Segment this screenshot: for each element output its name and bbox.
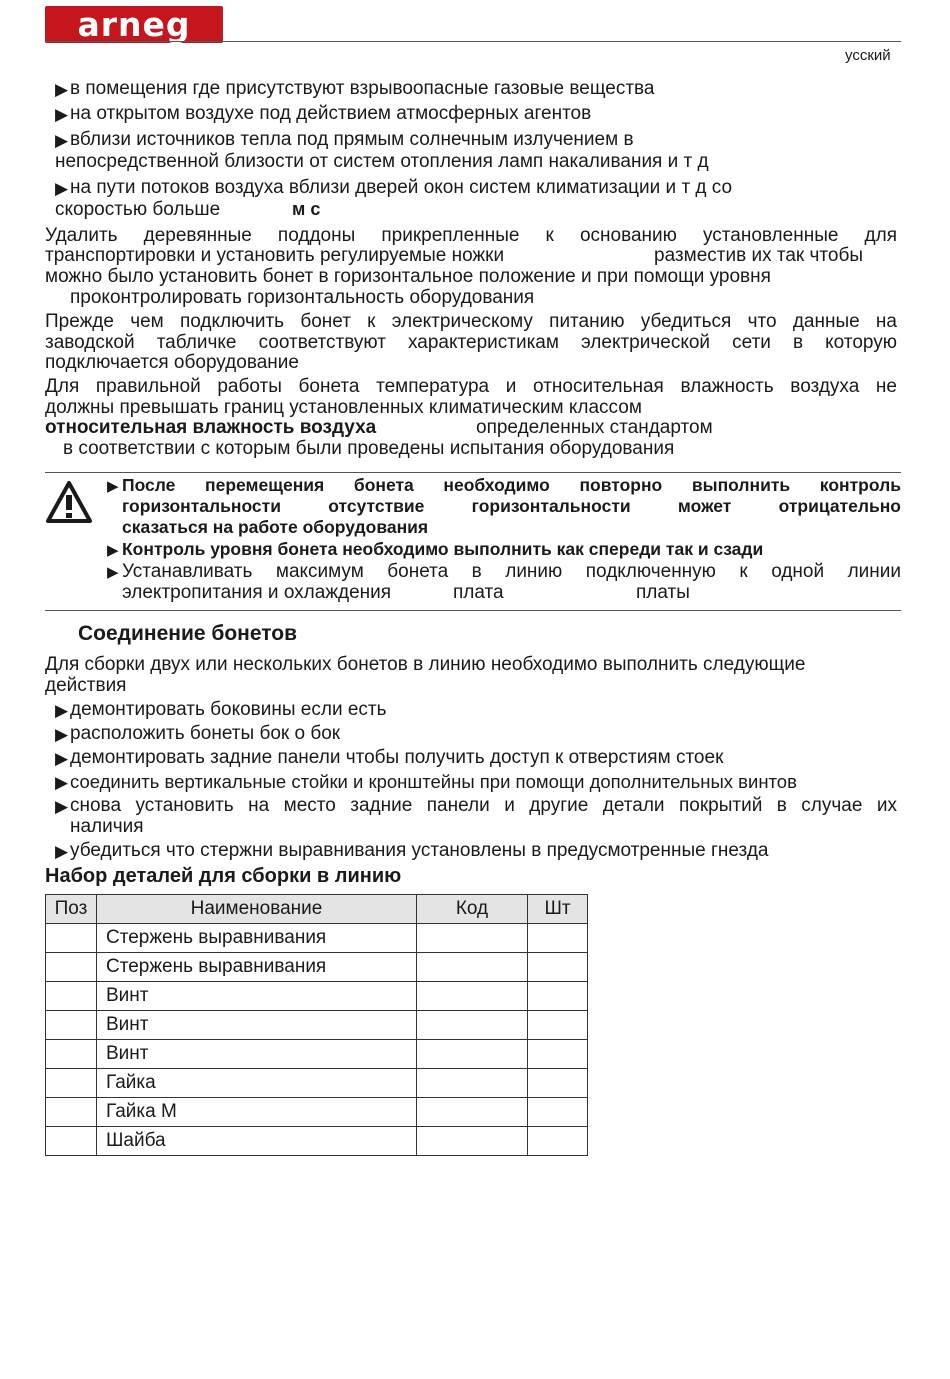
cell-code [417, 1011, 528, 1040]
table-row [46, 1069, 588, 1098]
warning-top-rule [45, 472, 901, 473]
header-rule [45, 41, 901, 42]
cell-name: Винт [97, 1040, 417, 1069]
cell-pos [46, 1069, 97, 1098]
bullet-arrow-icon: ▶ [55, 701, 69, 720]
paragraph-line: в соответствии с которым были проведены испытания оборудования [63, 438, 675, 459]
cell-name: Гайка [97, 1069, 417, 1098]
warning-line: платы [636, 582, 690, 603]
bullet-item: на пути потоков воздуха вблизи дверей окон систем климатизации и т д со [70, 177, 733, 198]
paragraph-line: Удалить деревянные поддоны прикрепленные к основанию установленные для [45, 225, 897, 246]
cell-pos [46, 1127, 97, 1156]
cell-qty [528, 1011, 588, 1040]
bullet-arrow-icon: ▶ [55, 797, 69, 816]
bullet-arrow-icon: ▶ [55, 105, 69, 124]
cell-pos [46, 924, 97, 953]
warning-line: горизонтальности отсутствие горизонтальности может отрицательно [122, 496, 901, 516]
table-row [46, 924, 588, 953]
paragraph-line: должны превышать границ установленных климатическим классом [45, 397, 642, 418]
paragraph-line: заводской табличке соответствуют характеристикам электрической сети в которую [45, 332, 897, 353]
cell-qty [528, 982, 588, 1011]
bullet-arrow-icon: ▶ [55, 842, 69, 861]
table-header-row [46, 895, 588, 924]
warning-line: плата [453, 582, 504, 603]
cell-name: Винт [97, 1011, 417, 1040]
table-row [46, 982, 588, 1011]
cell-qty [528, 1127, 588, 1156]
table-row [46, 1040, 588, 1069]
language-label: усский [845, 47, 891, 64]
cell-qty [528, 1040, 588, 1069]
step-item: убедиться что стержни выравнивания установлены в предусмотренные гнезда [70, 840, 769, 861]
bullet-arrow-icon: ▶ [107, 542, 119, 559]
column-header-name: Наименование [97, 895, 417, 924]
arneg-logo: arneg [45, 6, 223, 43]
bullet-item: в помещения где присутствуют взрывоопасные газовые вещества [70, 78, 655, 99]
cell-qty [528, 924, 588, 953]
step-item: снова установить на место задние панели и другие детали покрытий в случае их [70, 795, 897, 816]
paragraph-line: разместив их так чтобы [654, 245, 863, 266]
cell-code [417, 953, 528, 982]
bullet-arrow-icon: ▶ [55, 131, 69, 150]
cell-code [417, 1040, 528, 1069]
cell-name: Шайба [97, 1127, 417, 1156]
column-header-code: Код [417, 895, 528, 924]
paragraph-line-bold: относительная влажность воздуха [45, 417, 377, 438]
cell-pos [46, 982, 97, 1011]
warning-line: После перемещения бонета необходимо повторно выполнить контроль [122, 475, 901, 495]
table-row [46, 1011, 588, 1040]
cell-pos [46, 953, 97, 982]
section-intro: действия [45, 675, 127, 696]
warning-line: электропитания и охлаждения [122, 582, 392, 603]
step-item: расположить бонеты бок о бок [70, 723, 341, 744]
cell-code [417, 924, 528, 953]
warning-line: Контроль уровня бонета необходимо выполнить как спереди так и сзади [122, 539, 764, 559]
cell-qty [528, 953, 588, 982]
paragraph-line: определенных стандартом [476, 417, 713, 438]
bullet-arrow-icon: ▶ [55, 725, 69, 744]
column-header-qty: Шт [528, 895, 588, 924]
cell-pos [46, 1011, 97, 1040]
cell-code [417, 1098, 528, 1127]
bullet-item: вблизи источников тепла под прямым солнечным излучением в [70, 129, 634, 150]
column-header-pos: Поз [46, 895, 97, 924]
bullet-item: на открытом воздухе под действием атмосферных агентов [70, 103, 592, 124]
speed-unit: м с [292, 199, 321, 219]
paragraph-line: Прежде чем подключить бонет к электрическому питанию убедиться что данные на [45, 311, 897, 332]
bullet-arrow-icon: ▶ [55, 773, 69, 792]
cell-name: Стержень выравнивания [97, 953, 417, 982]
table-row [46, 953, 588, 982]
step-item: демонтировать боковины если есть [70, 699, 387, 720]
cell-qty [528, 1069, 588, 1098]
step-item: соединить вертикальные стойки и кронштейны при помощи дополнительных винтов [70, 771, 797, 792]
bullet-arrow-icon: ▶ [55, 749, 69, 768]
bullet-arrow-icon: ▶ [107, 478, 119, 495]
bullet-item-continuation: скоростью больше [55, 199, 221, 220]
warning-line: сказаться на работе оборудования [122, 517, 429, 537]
warning-triangle-icon [45, 480, 93, 524]
paragraph-line: подключается оборудование [45, 352, 299, 373]
bullet-arrow-icon: ▶ [55, 80, 69, 99]
paragraph-line: проконтролировать горизонтальность оборудования [70, 287, 535, 308]
warning-line: Устанавливать максимум бонета в линию подключенную к одной линии [122, 561, 901, 582]
cell-name: Винт [97, 982, 417, 1011]
bullet-item-continuation: непосредственной близости от систем отопления ламп накаливания и т д [55, 151, 709, 172]
kit-title: Набор деталей для сборки в линию [45, 865, 402, 887]
table-row [46, 1127, 588, 1156]
section-intro: Для сборки двух или нескольких бонетов в линию необходимо выполнить следующие [45, 654, 806, 675]
paragraph-line: Для правильной работы бонета температура и относительная влажность воздуха не [45, 376, 897, 397]
warning-bottom-rule [45, 610, 901, 611]
cell-name: Стержень выравнивания [97, 924, 417, 953]
cell-code [417, 1069, 528, 1098]
cell-name: Гайка М [97, 1098, 417, 1127]
section-title: Соединение бонетов [78, 622, 298, 645]
step-item: демонтировать задние панели чтобы получить доступ к отверстиям стоек [70, 747, 724, 768]
parts-table [45, 894, 588, 1156]
bullet-arrow-icon: ▶ [107, 564, 119, 581]
step-item-continuation: наличия [70, 816, 144, 837]
bullet-arrow-icon: ▶ [55, 179, 69, 198]
cell-qty [528, 1098, 588, 1127]
paragraph-line: можно было установить бонет в горизонтальное положение и при помощи уровня [45, 266, 771, 287]
cell-code [417, 982, 528, 1011]
table-row [46, 1098, 588, 1127]
paragraph-line: транспортировки и установить регулируемые ножки [45, 245, 505, 266]
cell-code [417, 1127, 528, 1156]
cell-pos [46, 1098, 97, 1127]
cell-pos [46, 1040, 97, 1069]
